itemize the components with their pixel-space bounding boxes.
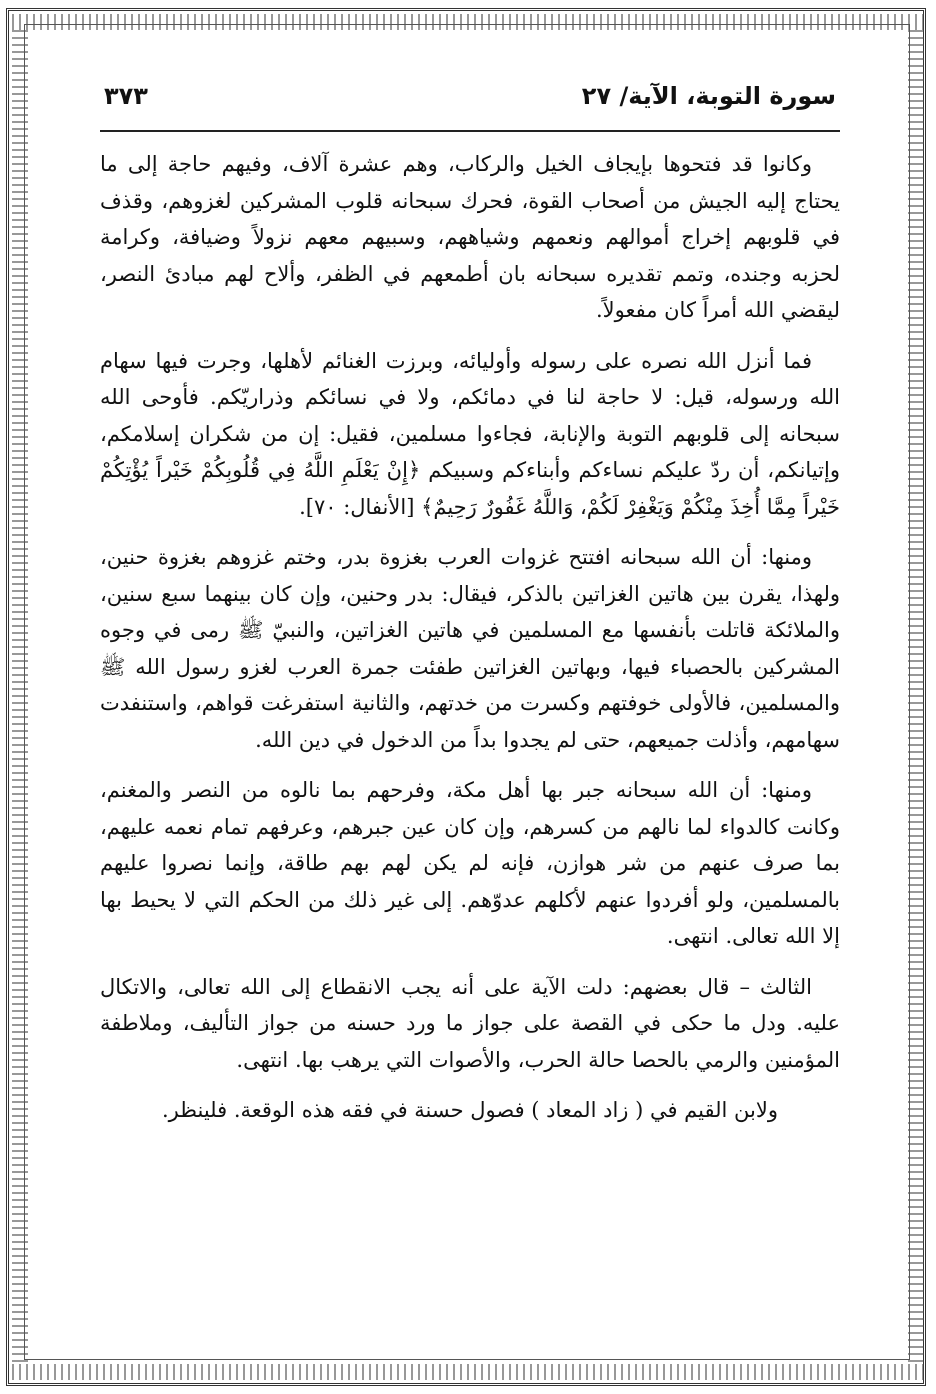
border-ornament-bottom [12, 1364, 924, 1380]
page [100, 82, 840, 1143]
border-ornament-top [12, 14, 924, 30]
paragraph-5: الثالث – قال بعضهم: دلت الآية على أنه يجب الانقطاع إلى الله تعالى، والاتكال عليه. ودل ما حكى في القصة على جواز ما ورد حسنه من جواز التأليف، وملاطفة المؤمنين والرمي بالحصا حالة الحرب، والأصوات التي يرهب بها. انتهى. [100, 974, 840, 1072]
page-number: ٣٧٣ [104, 82, 148, 110]
header-title: سورة التوبة، الآية/ ٢٧ [581, 82, 836, 110]
paragraph-1: وكانوا قد فتحوها بإيجاف الخيل والركاب، وهم عشرة آلاف، وفيهم حاجة إلى ما يحتاج إليه الجيش من أصحاب القوة، فحرك سبحانه قلوب المشركين لغزوهم، وقذف في قلوبهم إخراج أموالهم ونعمهم وشياههم، وسبيهم معهم نزولاً وضيافة، وكرامة لحزبه وجنده، وتمم تقديره سبحانه بان أطمعهم في الظفر، وألاح لهم مبادئ النصر، ليقضي الله أمراً كان مفعولاً. [100, 152, 840, 322]
running-header [100, 82, 840, 132]
paragraph-3: ومنها: أن الله سبحانه افتتح غزوات العرب بغزوة بدر، وختم غزوهم بغزوة حنين، ولهذا، يقرن بين هاتين الغزاتين بالذكر، فيقال: بدر وحنين، وإن كان بينهما سبع سنين، والملائكة قاتلت بأنفسها مع المسلمين في هاتين الغزاتين، والنبيّ ﷺ رمى في وجوه المشركين بالحصباء فيها، وبهاتين الغزاتين طفئت جمرة العرب لغزو رسول الله ﷺ والمسلمين، فالأولى خوفتهم وكسرت من خدتهم، والثانية استفرغت قواهم، واستنفدت سهامهم، وأذلت جميعهم، حتى لم يجدوا بداً من الدخول في دين الله. [100, 545, 840, 752]
border-ornament-left [12, 30, 28, 1364]
border-ornament-right [908, 30, 924, 1364]
paragraph-2: فما أنزل الله نصره على رسوله وأوليائه، وبرزت الغنائم لأهلها، وجرت فيها سهام الله ورسوله، قيل: لا حاجة لنا في دمائكم، ولا في نسائكم وذراريّكم. فأوحى الله سبحانه إلى قلوبهم التوبة والإنابة، فجاءوا مسلمين، فقيل: إن من شكران إسلامكم، وإتيانكم، أن ردّ عليكم نساءكم وأبناءكم وسبيكم ﴿إِنْ يَعْلَمِ اللَّهُ فِي قُلُوبِكُمْ خَيْراً يُؤْتِكُمْ خَيْراً مِمَّا أُخِذَ مِنْكُمْ وَيَغْفِرْ لَكُمْ، وَاللَّهُ غَفُورٌ رَحِيمٌ﴾ [الأنفال: ٧٠]. [100, 348, 840, 519]
paragraph-6: ولابن القيم في ( زاد المعاد ) فصول حسنة في فقه هذه الوقعة. فلينظر. [162, 1098, 778, 1122]
paragraph-4: ومنها: أن الله سبحانه جبر بها أهل مكة، وفرحهم بما نالوه من النصر والمغنم، وكانت كالدواء لما نالهم من كسرهم، وإن كان عين جبرهم، وعرفهم تمام نعمه عليهم، بما صرف عنهم من شر هوازن، فإنه لم يكن لهم بهم طاقة، وإنما نصروا عليهم بالمسلمين، ولو أفردوا عنهم لأكلهم عدوّهم. إلى غير ذلك من الحكم التي لا يحيط بها إلا الله تعالى. انتهى. [100, 778, 840, 948]
page-body [100, 146, 840, 1129]
